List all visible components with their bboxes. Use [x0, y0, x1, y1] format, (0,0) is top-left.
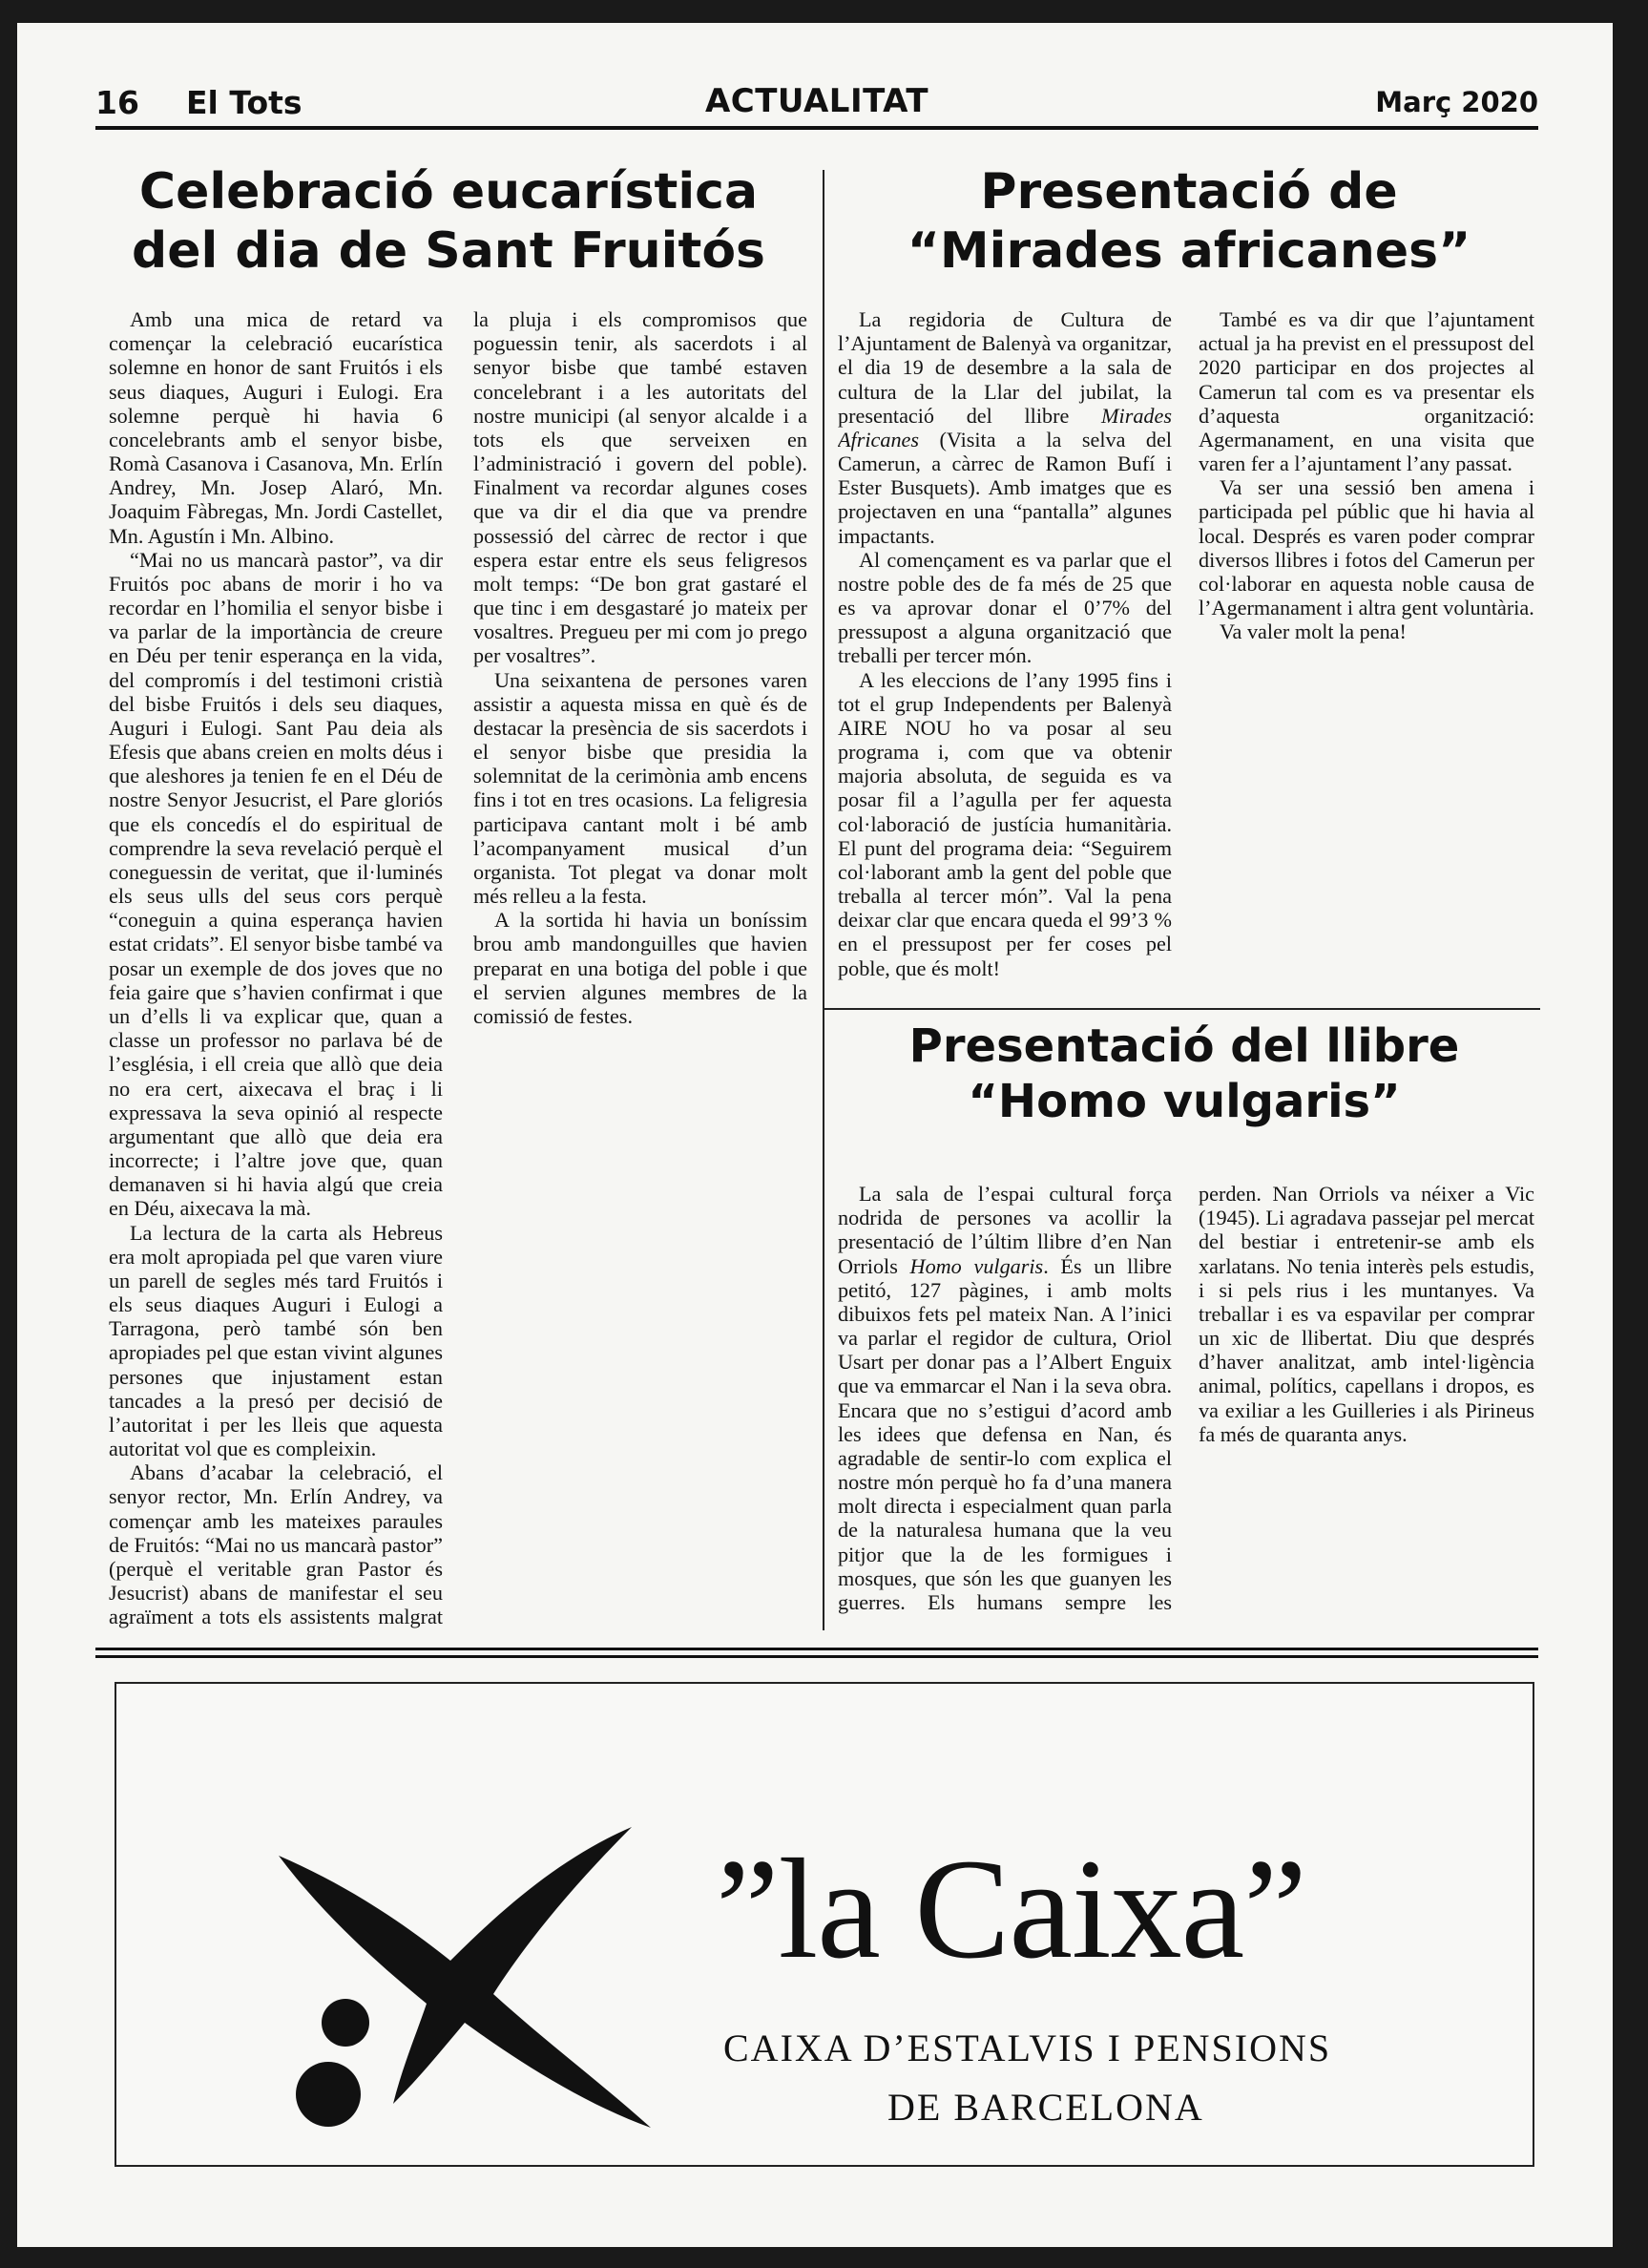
text-run: La regidoria de Cultura de l’Ajuntament de Balenyà va organitzar, el dia 19 de desembre a la sala de cultura de la Llar del jubilat, la presentació del llibre — [838, 307, 1172, 428]
paragraph: Abans d’acabar la celebració, el senyor rector, Mn. Erlín Andrey, va començar amb les mateixes paraules de Fruitós: “Mai no us mancarà pastor” (perquè el veritable gran Pastor és Jesucrist) abans de manifestar el seu agraïment a tots els assistents malgrat — [109, 1460, 443, 1629]
article1-column2 — [473, 307, 807, 1634]
text-run: . És un llibre petitó, 127 pàgines, i amb molts dibuixos fets pel mateix Nan. A l’inici va parlar el regidor de cultura, Oriol Usart per donar pas a l’Albert Enguix que va emmarcar el Nan i la seva obra. Encara que no s’estigui d’acord amb les idees que defensa en Nan, és agradable de sentir-lo com explica el nostre món perquè ho fa d’una manera molt directa i especialment quan parla de la naturalesa humana que la veu pitjor que la de les formigues i mosques, que són les que guanyen les guerres. Els humans sempre les — [838, 1253, 1172, 1614]
la-caixa-star-icon — [260, 1817, 660, 2142]
ad-subtitle-line2: DE BARCELONA — [887, 2086, 1204, 2129]
book-title: Homo vulgaris — [909, 1253, 1044, 1278]
paragraph: A la sortida hi havia un boníssim brou amb mandonguilles que havien preparat en una botiga del poble i que el servien algunes membres de la comissió de festes. — [473, 908, 807, 1028]
article1-column1 — [109, 307, 443, 1634]
article3-title-line1: Presentació del llibre — [908, 1019, 1460, 1073]
paragraph: Una seixantena de persones varen assistir a aquesta missa en què és de destacar la presència de sis sacerdots i el senyor bisbe que presidia la solemnitat de la cerimònia amb encens fins i tot en tres ocasions. La feligresia participava cantant molt i bé amb l’acompanyament musical d’un organista. Tot plegat va donar molt més relleu a la festa. — [473, 667, 807, 909]
paragraph: la pluja i els compromisos que poguessin tenir, als sacerdots i al senyor bisbe que també estaven concelebrant i a les autoritats del nostre municipi (al senyor alcalde i a tots els que serveixen en l’administració i govern del poble). Finalment va recordar algunes coses que va dir el dia que va prendre possessió del càrrec de rector i que espera estar entre els seus feligresos molt temps: “De bon grat gastaré el que tinc i em desgastaré jo mateix per vosaltres. Pregueu per mi com jo prego per vosaltres”. — [473, 307, 807, 668]
paragraph: Va ser una sessió ben amena i participada pel públic que hi havia al local. Després es varen poder comprar diversos llibres i fotos del Camerun per col·laborar en aquesta noble causa de l’Agermanament i altra gent voluntària. — [1199, 475, 1534, 620]
article2-title-line1: Presentació de — [980, 163, 1398, 220]
article3-column1 — [838, 1182, 1172, 1634]
paragraph: Al començament es va parlar que el nostre poble des de fa més de 25 que es va aprovar donar el 0’7% del pressupost a alguna organització que treballi per tercer món. — [838, 547, 1172, 668]
article2-title-line2: “Mirades africanes” — [907, 222, 1471, 281]
paragraph: A les eleccions de l’any 1995 fins i tot el grup Independents per Balenyà AIRE NOU ho va posar al seu programa i, com que va obtenir majoria absoluta, de seguida es va posar fil a l’agulla per fer aquesta col·laboració de justícia humanitària. El punt del programa deia: “Seguirem col·laborant amb la gent del poble que treballa al tercer món”. Val la pena deixar clar que encara queda el 99’3 % en el pressupost per fer coses pel poble, que és molt! — [838, 667, 1172, 980]
article2-title — [840, 162, 1538, 282]
paragraph-continued: perden. Nan Orriols va néixer a Vic (1945). Li agradava passejar pel mercat del bestiar i entretenir-se amb els xarlatans. No tenia interès pels estudis, i si pels rius i les muntanyes. Va treballar i es va espavilar per comprar un xic de llibertat. Diu que després d’haver analitzat, amb intel·ligència animal, polítics, capellans i dropos, es va exiliar a les Guilleries i als Pirineus fa més de quaranta anys. — [1199, 1182, 1534, 1446]
article3-column2 — [1199, 1182, 1534, 1634]
section-title: ACTUALITAT — [704, 82, 929, 120]
book-title: Mirades Africanes — [838, 403, 1172, 452]
paragraph: Amb una mica de retard va començar la celebració eucarística solemne en honor de sant Fruitós i els seus diaques, Auguri i Eulogi. Era solemne perquè hi havia 6 concelebrants amb el senyor bisbe, Romà Casanova i Casanova, Mn. Erlín Andrey, Mn. Josep Alaró, Mn. Joaquim Fàbregas, Mn. Jordi Castellet, Mn. Agustín i Mn. Albino. — [109, 307, 443, 548]
ad-rule-top — [95, 1648, 1538, 1650]
page-number: 16 — [95, 84, 139, 121]
article3-title — [830, 1019, 1538, 1129]
publication-name: El Tots — [186, 84, 302, 121]
ad-rule-bottom — [95, 1655, 1538, 1658]
article3-title-line2: “Homo vulgaris” — [968, 1074, 1401, 1128]
page-header — [95, 63, 1538, 130]
scan-edge-right — [1613, 0, 1648, 2268]
article2-column1 — [838, 307, 1172, 999]
issue-date: Març 2020 — [1375, 86, 1538, 118]
text-run: (Visita a la selva del Camerun, a càrrec de Ramon Bufí i Ester Busquets). Amb imatges que es projectaven en una “pantalla” algunes impactants. — [838, 427, 1172, 548]
article1-title-line1: Celebració eucarística — [138, 163, 759, 220]
la-caixa-brand: ”la Caixa” — [716, 1830, 1306, 1988]
la-caixa-advertisement — [115, 1682, 1534, 2167]
paragraph: També es va dir que l’ajuntament actual ja ha previst en el pressupost del 2020 participar en dos projectes al Camerun tal com es va presentar els d’aquesta organització: Agermanament, en una visita que varen fer a l’ajuntament l’any passat. — [1199, 307, 1534, 476]
column-divider — [823, 170, 824, 1630]
article2-column2 — [1199, 307, 1534, 999]
article1-title-line2: del dia de Sant Fruitós — [132, 222, 765, 281]
paragraph — [838, 307, 1172, 548]
paragraph: La lectura de la carta als Hebreus era molt apropiada pel que varen viure un parell de segles més tard Fruitós i els seus diaques Auguri i Eulogi a Tarragona, però també són ben apropiades pel que estan vivint algunes persones que injustament estan tancades a la presó per decisió de l’autoritat i per les lleis que aquesta autoritat vol que es compleixin. — [109, 1220, 443, 1461]
paragraph: “Mai no us mancarà pastor”, va dir Fruitós poc abans de morir i ho va recordar en l’homilia el senyor bisbe i va parlar de la importància de creure en Déu per tenir esperança en la vida, del compromís i del testimoni cristià del bisbe Fruitós i dels seu diaques, Auguri i Eulogi. Sant Pau deia als Efesis que abans creien en molts déus i que aleshores ja tenien fe en el Déu de nostre Senyor Jesucrist, el Pare gloriós que els concedís el do espiritual de comprendre la seva revelació perquè el coneguessin de veritat, que il·luminés els seus ulls del seus cors perquè “coneguin a quina esperança havien estat cridats”. El senyor bisbe també va posar un exemple de dos joves que no feia gaire que s’havien confirmat i que un d’ells li va explicar que, quan a classe un professor no parlava bé de l’església, i ell creia que allò que deia no era cert, aixecava el braç i li expressava la seva opinió al respecte argumentant que allò que deia era incorrecte; i l’altre jove que, quan demanaven si hi havia algú que creia en Déu, aixecava la mà. — [109, 547, 443, 1221]
paragraph: Va valer molt la pena! — [1220, 620, 1407, 644]
paragraph — [838, 1182, 1172, 1614]
article-divider — [823, 1008, 1540, 1010]
text-run: La sala de l’espai cultural força nodrida de persones va acollir la presentació de l’últim llibre d’en Nan Orriols — [838, 1182, 1172, 1278]
article1-title — [95, 162, 802, 282]
header-rule — [95, 126, 1538, 130]
ad-subtitle-line1: CAIXA D’ESTALVIS I PENSIONS — [723, 2026, 1332, 2069]
